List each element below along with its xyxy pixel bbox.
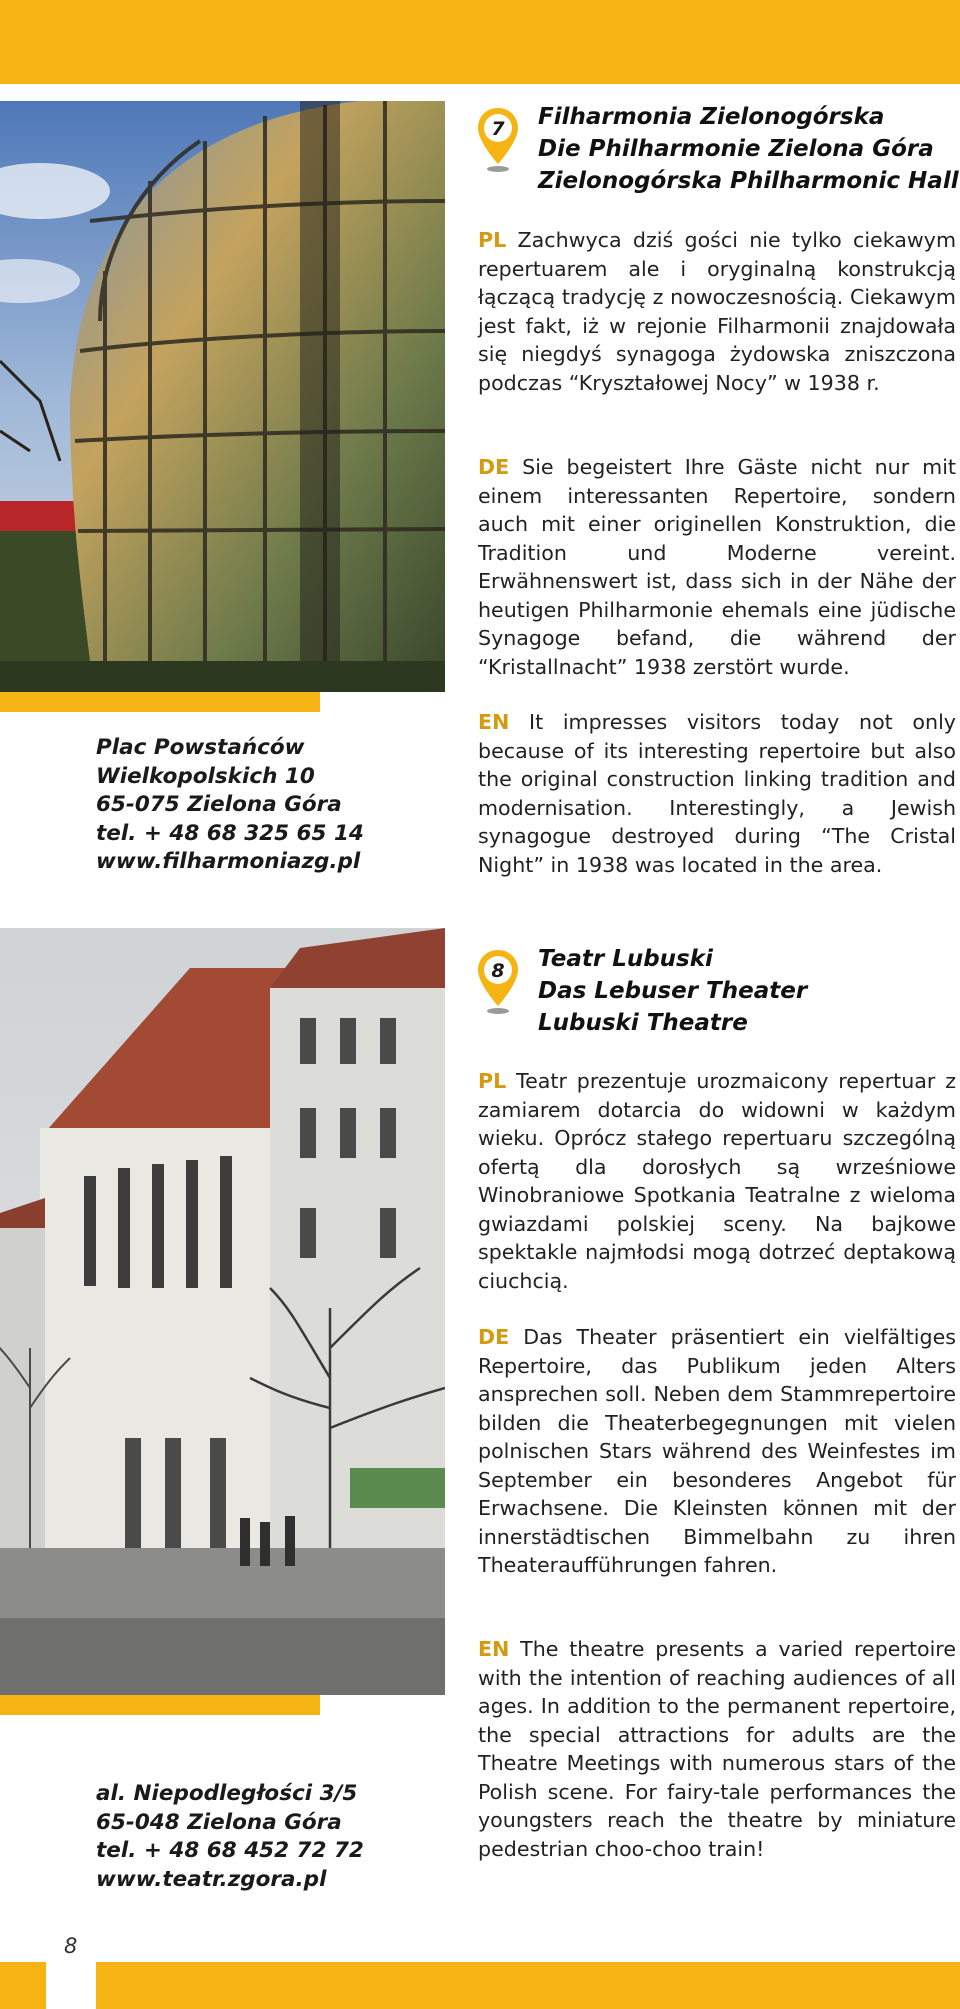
paragraph-text: Teatr prezentuje urozmaicony repertuar z zamiarem dotarcia do widowni w każdym wieku. Oprócz stałego repertuaru szczególną ofertą dla dorosłych są wrześniowe Winobraniowe Spotkania Teatralne z wieloma gwiazdami polskiej sceny. Na bajkowe spektakle najmłodsi mogą dotrzeć deptakową ciuchcią. bbox=[478, 1069, 957, 1293]
paragraph-de bbox=[478, 453, 956, 681]
phone-number: tel. + 48 68 452 72 72 bbox=[96, 1838, 364, 1863]
address-block bbox=[96, 1780, 426, 1894]
paragraph-en bbox=[478, 708, 956, 879]
paragraph-de bbox=[478, 1323, 956, 1580]
pin-number: 7 bbox=[491, 118, 505, 140]
phone-number: tel. + 48 68 325 65 14 bbox=[96, 820, 364, 846]
section-title bbox=[538, 943, 958, 1039]
title-de: Die Philharmonie Zielona Góra bbox=[538, 136, 934, 162]
lang-label: PL bbox=[478, 1069, 507, 1093]
paragraph-text: Zachwyca dziś gości nie tylko ciekawym repertuarem ale i oryginalną konstrukcją łączącą tradycję z nowoczesnością. Ciekawym jest fakt, iż w rejonie Filharmonii znajdowała się niegdyś synagoga żydowska zniszczona podczas “Kryształowej Nocy” w 1938 r. bbox=[478, 228, 957, 395]
title-de: Das Lebuser Theater bbox=[538, 978, 808, 1004]
page-number: 8 bbox=[64, 1934, 78, 1958]
lang-label: PL bbox=[478, 228, 507, 252]
theatre-building-photo bbox=[0, 928, 445, 1695]
title-en: Lubuski Theatre bbox=[538, 1010, 748, 1036]
glass-building-illustration bbox=[0, 101, 445, 692]
map-pin-icon bbox=[476, 948, 520, 1016]
glass-building-photo bbox=[0, 101, 445, 692]
address-line: 65-048 Zielona Góra bbox=[96, 1809, 342, 1835]
address-line: Plac Powstańców bbox=[96, 735, 305, 760]
paragraph-en bbox=[478, 1635, 956, 1863]
section-title bbox=[538, 101, 958, 197]
website-link[interactable]: www.filharmoniazg.pl bbox=[96, 849, 361, 874]
theatre-building-illustration bbox=[0, 928, 445, 1695]
title-pl: Filharmonia Zielonogórska bbox=[538, 104, 885, 130]
website-link[interactable]: www.teatr.zgora.pl bbox=[96, 1866, 327, 1892]
photo-accent-bar bbox=[0, 1695, 320, 1715]
paragraph-pl bbox=[478, 1067, 956, 1295]
title-pl: Teatr Lubuski bbox=[538, 946, 713, 972]
address-line: 65-075 Zielona Góra bbox=[96, 792, 342, 817]
lang-label: EN bbox=[478, 1637, 510, 1661]
bottom-accent-bar-left bbox=[0, 1962, 46, 2009]
top-accent-bar bbox=[0, 0, 960, 84]
bottom-accent-bar-right bbox=[96, 1962, 960, 2009]
paragraph-pl bbox=[478, 226, 956, 397]
lang-label: DE bbox=[478, 1325, 510, 1349]
paragraph-text: Sie begeistert Ihre Gäste nicht nur mit einem interessanten Repertoire, sondern auch mit einer originellen Konstruktion, die Tradition und Moderne vereint. Erwähnenswert ist, dass sich in der Nähe der heutigen Philharmonie ehemals eine jüdische Synagoge befand, die während der “Kristallnacht” 1938 zerstört wurde. bbox=[478, 455, 956, 679]
paragraph-text: It impresses visitors today not only because of its interesting repertoire but also the original construction linking tradition and modernisation. Interestingly, a Jewish synagogue destroyed during “The Cristal Night” in 1938 was located in the area. bbox=[478, 710, 956, 877]
paragraph-text: Das Theater präsentiert ein vielfältiges Repertoire, das Publikum jeden Alters ansprechen soll. Neben dem Stammrepertoire bilden die Theaterbegegnungen mit vielen polnischen Stars während des Weinfestes im September ein besonderes Angebot für Erwachsene. Die Kleinsten können mit der innerstädtischen Bimmelbahn zu ihren Theateraufführungen fahren. bbox=[478, 1325, 957, 1577]
lang-label: EN bbox=[478, 710, 510, 734]
address-line: Wielkopolskich 10 bbox=[96, 763, 315, 789]
photo-accent-bar bbox=[0, 692, 320, 712]
address-line: al. Niepodległości 3/5 bbox=[96, 1781, 358, 1806]
title-en: Zielonogórska Philharmonic Hall bbox=[538, 168, 959, 194]
pin-number: 8 bbox=[491, 960, 505, 982]
address-block bbox=[96, 734, 426, 877]
lang-label: DE bbox=[478, 455, 510, 479]
map-pin-icon bbox=[476, 106, 520, 174]
paragraph-text: The theatre presents a varied repertoire with the intention of reaching audiences of all ages. In addition to the permanent repertoire, the special attractions for adults are the Theatre Meetings with numerous stars of the Polish scene. For fairy-tale performances the youngsters reach the theatre by miniature pedestrian choo-choo train! bbox=[478, 1637, 956, 1861]
